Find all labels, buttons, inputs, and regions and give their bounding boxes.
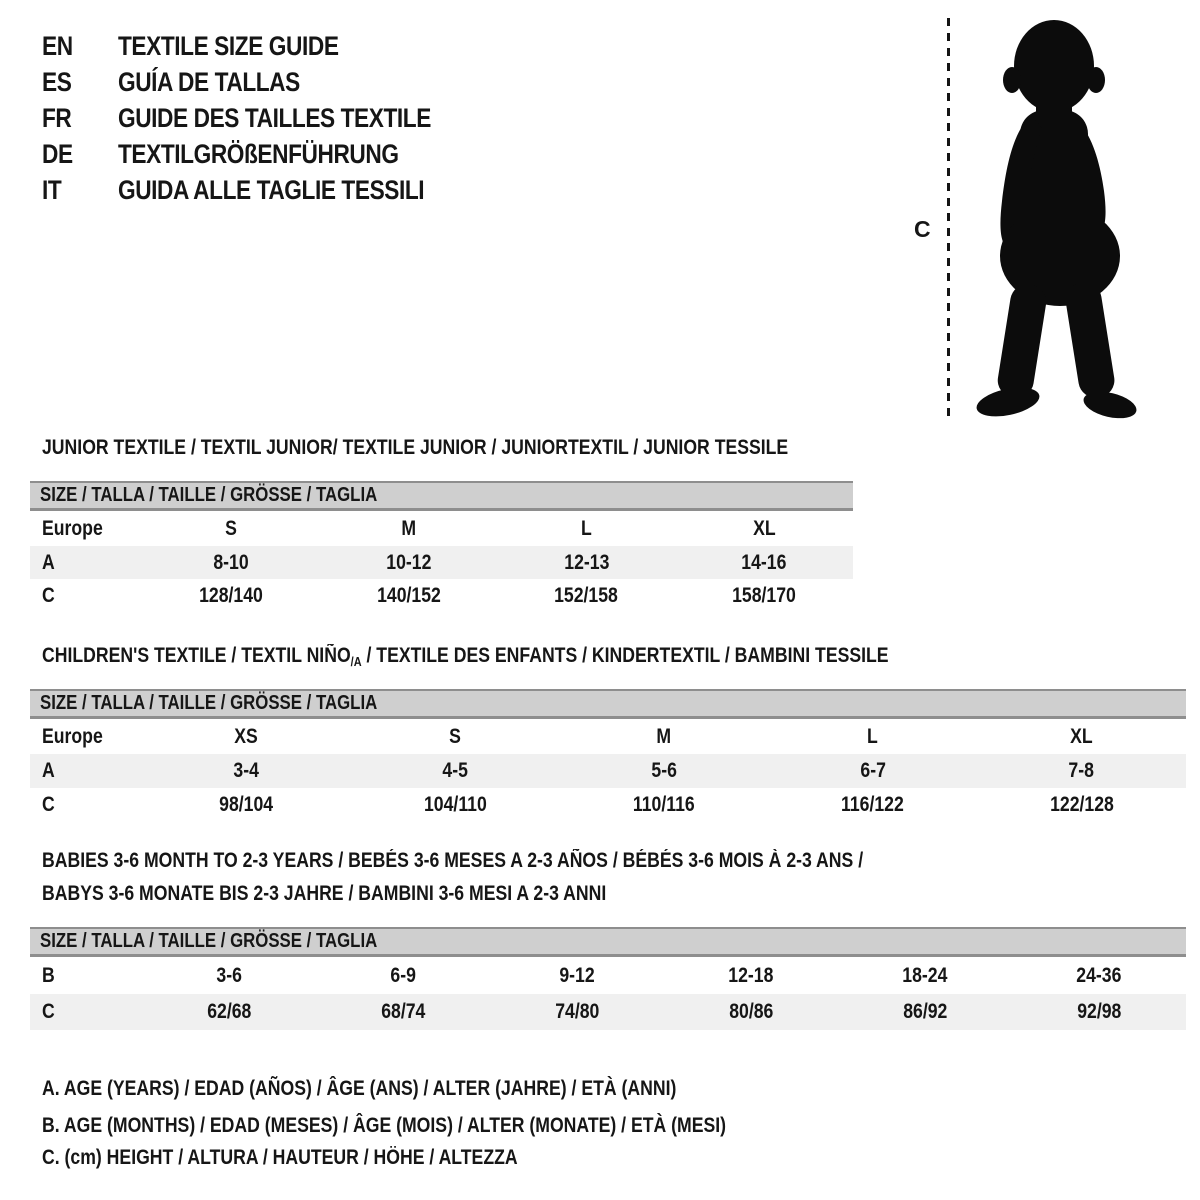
legend-line-a: A. AGE (YEARS) / EDAD (AÑOS) / ÂGE (ANS) / ALTER (JAHRE) / ETÀ (ANNI) bbox=[42, 1077, 677, 1100]
language-row-de bbox=[42, 136, 491, 172]
guide-title: GUÍA DE TALLAS bbox=[118, 66, 300, 97]
legend-line-c: C. (cm) HEIGHT / ALTURA / HAUTEUR / HÖHE / ALTEZZA bbox=[42, 1146, 518, 1169]
language-code: IT bbox=[42, 174, 62, 205]
language-row-en bbox=[42, 28, 491, 64]
table-cell: 14-16 bbox=[741, 550, 787, 574]
row-label: C bbox=[42, 583, 55, 607]
row-label: Europe bbox=[42, 724, 103, 748]
nino-a-subscript: /A bbox=[350, 654, 362, 669]
babies-row-height bbox=[30, 994, 1186, 1030]
table-cell: 6-9 bbox=[390, 963, 416, 987]
guide-title: TEXTILGRÖßENFÜHRUNG bbox=[118, 138, 399, 169]
size-col: S bbox=[449, 724, 462, 748]
table-cell: 152/158 bbox=[554, 583, 619, 607]
guide-title: GUIDE DES TAILLES TEXTILE bbox=[118, 102, 431, 133]
junior-row-age bbox=[30, 546, 853, 579]
row-label: Europe bbox=[42, 516, 103, 540]
language-code: ES bbox=[42, 66, 72, 97]
size-col: M bbox=[401, 516, 416, 540]
table-cell: 62/68 bbox=[206, 1000, 252, 1023]
legend-line-b: B. AGE (MONTHS) / EDAD (MESES) / ÂGE (MOIS) / ALTER (MONATE) / ETÀ (MESI) bbox=[42, 1114, 727, 1137]
language-row-it bbox=[42, 172, 491, 208]
size-col: M bbox=[656, 724, 672, 748]
children-size-table bbox=[30, 689, 1186, 822]
size-col: L bbox=[867, 724, 879, 748]
table-cell: 122/128 bbox=[1049, 793, 1114, 816]
language-code: FR bbox=[42, 102, 72, 133]
children-section-title: CHILDREN'S TEXTILE / TEXTIL $NIÑO_{/A}$ / TEXTILE DES ENFANTS / KINDERTEXTIL / BAMBINI TESSILE bbox=[42, 644, 889, 669]
table-cell: 12-18 bbox=[728, 963, 774, 987]
table-cell: 3-6 bbox=[216, 963, 242, 987]
table-cell: 68/74 bbox=[380, 1000, 426, 1023]
table-cell: 5-6 bbox=[651, 759, 677, 782]
table-cell: 7-8 bbox=[1068, 759, 1095, 782]
size-col: S bbox=[224, 516, 237, 540]
children-header-row bbox=[30, 719, 1186, 754]
table-cell: 9-12 bbox=[559, 963, 595, 987]
junior-section-title: JUNIOR TEXTILE / TEXTIL JUNIOR/ TEXTILE JUNIOR / JUNIORTEXTIL / JUNIOR TESSILE bbox=[42, 436, 789, 459]
row-label: C bbox=[42, 793, 55, 816]
table-cell: 12-13 bbox=[563, 550, 609, 574]
junior-header-row bbox=[30, 511, 853, 546]
size-header-band: SIZE / TALLA / TAILLE / GRÖSSE / TAGLIA bbox=[30, 927, 1186, 957]
table-cell: 110/116 bbox=[633, 793, 695, 816]
table-cell: 8-10 bbox=[213, 550, 249, 574]
language-code: DE bbox=[42, 138, 73, 169]
row-label: A bbox=[42, 759, 55, 782]
language-code: EN bbox=[42, 30, 73, 61]
babies-section-title-line2: BABYS 3-6 MONATE BIS 2-3 JAHRE / BAMBINI 3-6 MESI A 2-3 ANNI bbox=[42, 882, 607, 905]
babies-size-table bbox=[30, 927, 1186, 1030]
table-cell: 4-5 bbox=[442, 759, 468, 782]
row-label: A bbox=[42, 550, 55, 574]
children-row-height bbox=[30, 788, 1186, 822]
table-cell: 24-36 bbox=[1076, 963, 1122, 987]
size-header-band: SIZE / TALLA / TAILLE / GRÖSSE / TAGLIA bbox=[30, 689, 1186, 719]
table-cell: 3-4 bbox=[233, 759, 260, 782]
table-cell: 98/104 bbox=[219, 793, 274, 816]
guide-title: TEXTILE SIZE GUIDE bbox=[118, 30, 339, 61]
table-cell: 10-12 bbox=[386, 550, 432, 574]
table-cell: 92/98 bbox=[1076, 1000, 1122, 1023]
size-col: XS bbox=[234, 724, 259, 748]
row-label: B bbox=[42, 963, 55, 987]
table-cell: 128/140 bbox=[198, 583, 263, 607]
table-cell: 158/170 bbox=[732, 583, 797, 607]
language-row-fr bbox=[42, 100, 491, 136]
junior-row-height bbox=[30, 579, 853, 612]
size-col: XL bbox=[752, 516, 776, 540]
language-row-es bbox=[42, 64, 491, 100]
table-cell: 116/122 bbox=[841, 793, 905, 816]
table-cell: 104/110 bbox=[423, 793, 487, 816]
size-col: XL bbox=[1070, 724, 1093, 748]
size-header-band: SIZE / TALLA / TAILLE / GRÖSSE / TAGLIA bbox=[30, 481, 853, 511]
height-measure-label: C bbox=[914, 216, 931, 242]
toddler-silhouette-icon bbox=[962, 16, 1138, 425]
size-col: L bbox=[580, 516, 592, 540]
junior-size-table bbox=[30, 481, 853, 612]
table-cell: 86/92 bbox=[902, 1000, 948, 1023]
height-measure-dashed-line bbox=[947, 18, 950, 416]
row-label: C bbox=[42, 1000, 55, 1023]
table-cell: 140/152 bbox=[376, 583, 441, 607]
babies-row-age-months bbox=[30, 957, 1186, 994]
babies-section-title-line1: BABIES 3-6 MONTH TO 2-3 YEARS / BEBÉS 3-6 MESES A 2-3 AÑOS / BÉBÉS 3-6 MOIS À 2-3 ANS / bbox=[42, 849, 864, 872]
language-title-list bbox=[42, 28, 491, 208]
children-row-age bbox=[30, 754, 1186, 788]
table-cell: 6-7 bbox=[860, 759, 886, 782]
table-cell: 74/80 bbox=[554, 1000, 600, 1023]
table-cell: 80/86 bbox=[728, 1000, 774, 1023]
guide-title: GUIDA ALLE TAGLIE TESSILI bbox=[118, 174, 425, 205]
table-cell: 18-24 bbox=[902, 963, 948, 987]
